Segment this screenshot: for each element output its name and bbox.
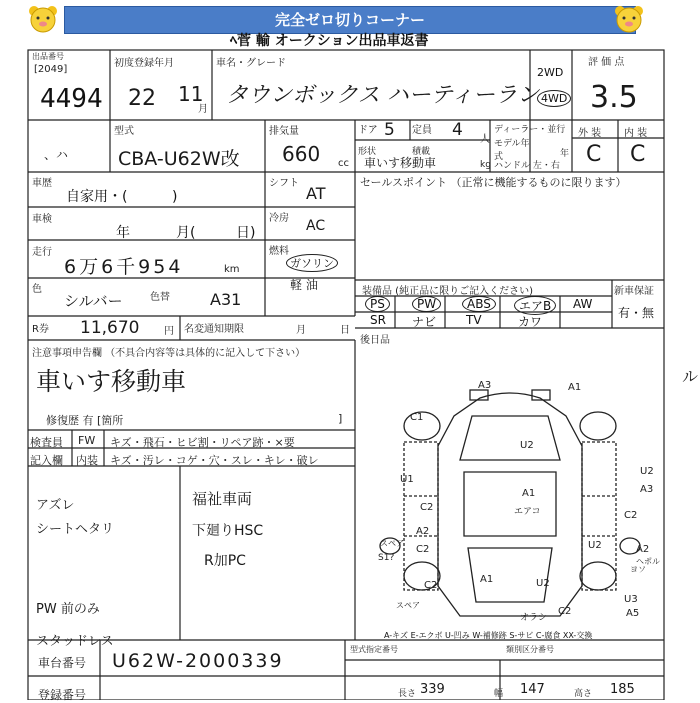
model-value: CBA-U62W改 xyxy=(118,148,240,170)
model-sub: 、ハ xyxy=(44,148,69,162)
mark-c2-bottom: C2 xyxy=(558,606,572,617)
mark-u2-mid: U2 xyxy=(588,540,602,551)
int-grade: C xyxy=(630,142,646,167)
comment-left-3: PW 前のみ xyxy=(36,602,100,617)
model-year-unit: 年 xyxy=(560,149,570,159)
load-label: 積載 xyxy=(412,147,431,157)
mark-u2-right: U2 xyxy=(640,466,654,477)
size-box1: 型式指定番号 xyxy=(350,645,398,654)
mark-c2-right: C2 xyxy=(624,510,638,521)
height-label: 高さ xyxy=(574,689,593,699)
first-reg-year: 22 xyxy=(128,86,156,111)
color-code-label: 色替 xyxy=(150,292,170,303)
comment-right-1: 福祉車両 xyxy=(192,490,253,508)
score-label: 評 価 点 xyxy=(588,57,625,68)
fw-label: FW xyxy=(78,434,96,447)
lot-label: 出品番号 xyxy=(32,52,64,61)
chassis-label: 車台番号 xyxy=(38,656,87,670)
ext-label: 外 装 xyxy=(578,128,602,139)
first-reg-label: 初度登録年月 xyxy=(114,58,174,69)
mark-a1-top: A1 xyxy=(568,382,582,393)
mark-a2-left: A2 xyxy=(416,526,430,537)
doors-label: ドア xyxy=(358,125,378,136)
inspection-month: 月( xyxy=(176,225,196,241)
inspection-day: 日) xyxy=(236,225,256,241)
interior-label: 内装 xyxy=(76,454,98,467)
comment-right-3: R加PC xyxy=(204,553,246,569)
dealer-label: ディーラー・並行 xyxy=(494,125,566,135)
model-label: 型式 xyxy=(114,126,134,137)
banner-title: 完全ゼロ切りコーナー xyxy=(64,6,636,34)
mark-a2-low: ヘポル xyxy=(636,557,660,566)
damage-legend: A-キズ E-エクボ U-凹み W-補修跡 S-サビ C-腐食 XX-交換 xyxy=(384,631,593,640)
mileage-value: 6万6千954 xyxy=(64,256,184,278)
first-reg-month-unit: 月 xyxy=(198,104,208,115)
comment-left-2: シートヘタリ xyxy=(36,522,115,537)
mark-spare-left: スペア xyxy=(380,539,404,548)
recycle-unit: 円 xyxy=(164,326,174,337)
notes-value: 車いす移動車 xyxy=(36,367,187,396)
color-code-value: A31 xyxy=(210,290,242,309)
displacement-unit: cc xyxy=(338,158,349,169)
shape-value: 車いす移動車 xyxy=(364,156,437,170)
fuel-diesel: 軽 油 xyxy=(290,278,318,292)
mark-u3-right: U3 xyxy=(624,594,638,605)
first-reg-month: 11 xyxy=(178,82,204,106)
warranty-label: 新車保証 xyxy=(614,286,654,297)
color-label: 色 xyxy=(32,284,42,295)
ext-grade: C xyxy=(586,142,602,167)
equip-tv: TV xyxy=(466,313,482,327)
score-value: 3.5 xyxy=(590,80,638,115)
equip-aw: AW xyxy=(573,297,593,311)
width-value: 147 xyxy=(520,682,545,697)
comment-left-1: アズレ xyxy=(36,498,75,513)
capacity-value: 4 xyxy=(452,120,463,140)
car-name-value: タウンボックス ハーティーラン xyxy=(226,83,540,108)
size-box2: 類別区分番号 xyxy=(506,645,554,654)
mark-a1-roof: A1 xyxy=(522,488,536,499)
mark-c1-left: C1 xyxy=(410,412,424,423)
writer-label: 記入欄 xyxy=(30,454,63,467)
equipment-label: 装備品 (純正品に限りご記入ください) xyxy=(362,286,533,297)
warranty-value: 有・無 xyxy=(618,306,655,320)
inspection-label: 車検 xyxy=(32,214,52,225)
equip-airbag: エアB xyxy=(514,296,556,315)
inspector-label: 検査員 xyxy=(30,436,63,449)
mileage-unit: km xyxy=(224,264,240,275)
name-change-label: 名変通知期限 xyxy=(184,324,244,335)
side-mark: ル xyxy=(682,367,699,386)
mark-u2-low: ヨソ xyxy=(630,565,646,574)
mark-a3-top: A3 xyxy=(478,380,492,391)
doors-value: 5 xyxy=(384,120,395,140)
capacity-label: 定員 xyxy=(412,125,432,136)
cooler-value: AC xyxy=(306,218,326,234)
shape-label: 形状 xyxy=(358,147,377,157)
drive-2wd: 2WD xyxy=(537,66,564,79)
recycle-value: 11,670 xyxy=(80,318,140,338)
lot-bracket: [2049] xyxy=(34,64,68,75)
comment-left-4: スタッドレス xyxy=(36,634,114,649)
car-damage-diagram xyxy=(360,376,660,630)
mark-u3a5: A5 xyxy=(626,608,640,619)
name-change-month: 月 xyxy=(296,325,306,336)
int-label: 内 装 xyxy=(624,128,648,139)
mileage-label: 走行 xyxy=(32,247,52,258)
mark-a2-right: A2 xyxy=(636,544,650,555)
displacement-label: 排気量 xyxy=(269,126,299,137)
rear-label: 後日品 xyxy=(360,335,390,346)
load-unit: kg xyxy=(480,160,491,170)
equip-navi: ナビ xyxy=(412,315,437,329)
fuel-label: 燃料 xyxy=(269,246,289,257)
width-label: 幅 xyxy=(494,689,504,699)
cooler-label: 冷房 xyxy=(269,213,289,224)
capacity-unit: 人 xyxy=(480,134,490,145)
reg-no-label: 登録番号 xyxy=(38,688,87,702)
equip-pw: PW xyxy=(412,296,441,312)
equip-leather: カワ xyxy=(518,315,543,329)
equip-ps: PS xyxy=(365,296,390,312)
header-top-text: ﾍ菅 輸 オークション出品車返書 xyxy=(230,33,429,49)
mark-a1-rear: A1 xyxy=(480,574,494,585)
lot-number: 4494 xyxy=(40,84,103,114)
recycle-label: R券 xyxy=(32,324,49,335)
shift-label: シフト xyxy=(269,178,299,189)
sales-point-label: セールスポイント （正常に機能するものに限ります） xyxy=(360,176,627,189)
repair-history: 修復歴 有 [箇所 xyxy=(46,414,124,427)
shift-value: AT xyxy=(306,184,326,203)
handle-label: ハンドル 左・右 xyxy=(494,161,560,171)
equip-abs: ABS xyxy=(462,296,496,312)
mark-u1-left: U1 xyxy=(400,474,414,485)
model-year-label: モデル年式 xyxy=(494,139,530,162)
mark-aircon: エアコ xyxy=(514,507,541,517)
notes-label: 注意事項申告欄 （不具合内容等は具体的に記入して下さい） xyxy=(32,348,306,359)
mark-c2-left: C2 xyxy=(420,502,434,513)
mark-spare-low: スペア xyxy=(396,601,420,610)
fuel-gasoline: ガソリン xyxy=(286,254,338,272)
height-value: 185 xyxy=(610,682,635,697)
mark-orashi: オラシ xyxy=(520,613,548,623)
chassis-value: U62W-2000339 xyxy=(112,650,284,672)
drive-4wd: 4WD xyxy=(537,90,571,107)
length-label: 長さ xyxy=(398,689,417,699)
history-value: 自家用・( ) xyxy=(66,189,178,205)
equip-sr: SR xyxy=(370,313,386,327)
mark-u2-hood: U2 xyxy=(520,440,534,451)
mark-c2-left-low: C2 xyxy=(416,544,430,555)
inspection-year: 年 xyxy=(116,225,130,241)
history-label: 車歴 xyxy=(32,178,52,189)
color-value: シルバー xyxy=(64,292,123,310)
interior-text: キズ・汚レ・コゲ・穴・スレ・キレ・破レ xyxy=(110,454,319,467)
mark-a3-right: A3 xyxy=(640,484,654,495)
name-change-day: 日 xyxy=(340,325,350,336)
length-value: 339 xyxy=(420,682,445,697)
mark-s1: S1? xyxy=(378,553,395,563)
comment-right-2: 下廻りHSC xyxy=(192,523,264,539)
mark-c2-rear: C2 xyxy=(424,580,438,591)
repair-history-end: ] xyxy=(338,412,343,425)
displacement-value: 660 xyxy=(282,142,321,166)
car-name-label: 車名・グレード xyxy=(216,58,286,69)
fw-text: キズ・飛石・ヒビ割・リペア跡・×要 xyxy=(110,436,295,449)
mark-u2-rear: U2 xyxy=(536,578,550,589)
